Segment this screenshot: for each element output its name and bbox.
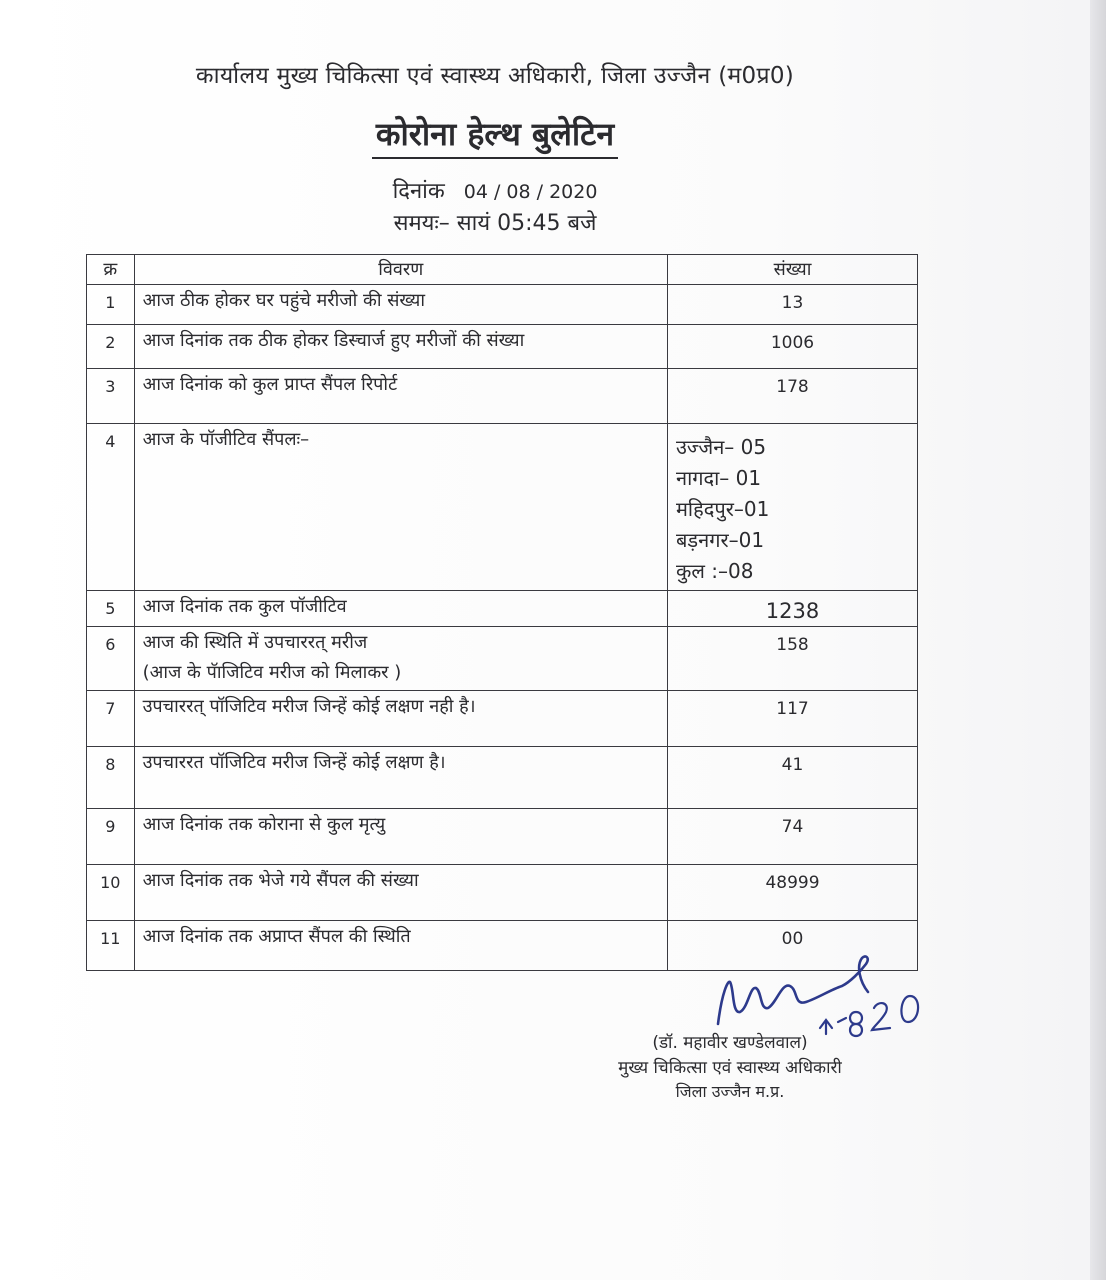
row-desc: आज दिनांक तक कुल पॉजीटिव xyxy=(134,591,667,627)
row-sn: 3 xyxy=(87,369,135,424)
table-row xyxy=(87,285,918,325)
row-val: 1006 xyxy=(667,325,917,369)
time-line: समयः– सायं 05:45 बजे xyxy=(393,211,597,236)
row-val: 00 xyxy=(667,921,917,971)
handwritten-signature xyxy=(710,952,930,1042)
table-row xyxy=(87,325,918,369)
row-val: 48999 xyxy=(667,865,917,921)
row-val: 13 xyxy=(667,285,917,325)
office-heading: कार्यालय मुख्य चिकित्सा एवं स्वास्थ्य अधिकारी, जिला उज्जैन (म0प्र0) xyxy=(195,63,795,89)
row-sn: 8 xyxy=(87,747,135,809)
row-val: 1238 xyxy=(667,591,917,627)
bulletin-table xyxy=(86,254,918,971)
row-desc xyxy=(134,627,667,691)
table-row xyxy=(87,865,918,921)
row-val: 117 xyxy=(667,691,917,747)
table-header-row xyxy=(87,255,918,285)
row-desc: आज दिनांक तक कोराना से कुल मृत्यु xyxy=(134,809,667,865)
row-desc-note: (आज के पॅाजिटिव मरीज को मिलाकर ) xyxy=(142,662,402,683)
header-val: संख्या xyxy=(667,255,917,285)
date-line xyxy=(0,175,990,205)
breakdown-badnagar: बड़नगर–01 xyxy=(675,528,765,552)
row-desc: आज दिनांक तक भेजे गये सैंपल की संख्या xyxy=(134,865,667,921)
row-sn: 7 xyxy=(87,691,135,747)
row-desc: आज ठीक होकर घर पहुंचे मरीजो की संख्या xyxy=(134,285,667,325)
row-val: 178 xyxy=(667,369,917,424)
table-row xyxy=(87,627,918,691)
table-row xyxy=(87,809,918,865)
row-sn: 2 xyxy=(87,325,135,369)
row-desc-main: आज की स्थिति में उपचाररत् मरीज xyxy=(142,632,368,653)
date-value: 04 / 08 / 2020 xyxy=(463,181,598,203)
row-val: 158 xyxy=(667,627,917,691)
row-sn: 11 xyxy=(87,921,135,971)
table-row xyxy=(87,591,918,627)
row-sn: 9 xyxy=(87,809,135,865)
signatory-name: (डॉ. महावीर खण्डेलवाल) xyxy=(652,1033,808,1053)
bulletin-title xyxy=(0,112,990,155)
breakdown-nagda: नागदा– 01 xyxy=(675,466,762,490)
page-edge xyxy=(1090,0,1106,1280)
signatory-place: जिला उज्जैन म.प्र. xyxy=(675,1082,785,1101)
header-desc: विवरण xyxy=(134,255,667,285)
header-sn: क्र xyxy=(87,255,135,285)
row-desc: आज के पॉजीटिव सैंपलः– xyxy=(134,424,667,591)
table-row xyxy=(87,691,918,747)
breakdown-mahidpur: महिदपुर–01 xyxy=(675,497,770,521)
breakdown-ujjain: उज्जैन– 05 xyxy=(675,435,767,459)
row-val: 74 xyxy=(667,809,917,865)
date-label: दिनांक xyxy=(392,179,445,204)
row-desc: आज दिनांक तक अप्राप्त सैंपल की स्थिति xyxy=(134,921,667,971)
row-sn: 6 xyxy=(87,627,135,691)
row-val: 41 xyxy=(667,747,917,809)
row-sn: 4 xyxy=(87,424,135,591)
table-row xyxy=(87,747,918,809)
row-desc: आज दिनांक को कुल प्राप्त सैंपल रिपोर्ट xyxy=(134,369,667,424)
table-row xyxy=(87,424,918,591)
row-desc: उपचाररत पॉजिटिव मरीज जिन्हें कोई लक्षण है। xyxy=(134,747,667,809)
row-sn: 5 xyxy=(87,591,135,627)
row-desc: उपचाररत् पॉजिटिव मरीज जिन्हें कोई लक्षण नही है। xyxy=(134,691,667,747)
row-sn: 10 xyxy=(87,865,135,921)
table-row xyxy=(87,369,918,424)
bulletin-title-text: कोरोना हेल्थ बुलेटिन xyxy=(372,115,618,159)
row-sn: 1 xyxy=(87,285,135,325)
breakdown-total: कुल :–08 xyxy=(675,559,754,583)
signatory-designation: मुख्य चिकित्सा एवं स्वास्थ्य अधिकारी xyxy=(618,1058,842,1078)
row-desc: आज दिनांक तक ठीक होकर डिस्चार्ज हुए मरीजों की संख्या xyxy=(134,325,667,369)
positive-breakdown xyxy=(667,424,917,591)
